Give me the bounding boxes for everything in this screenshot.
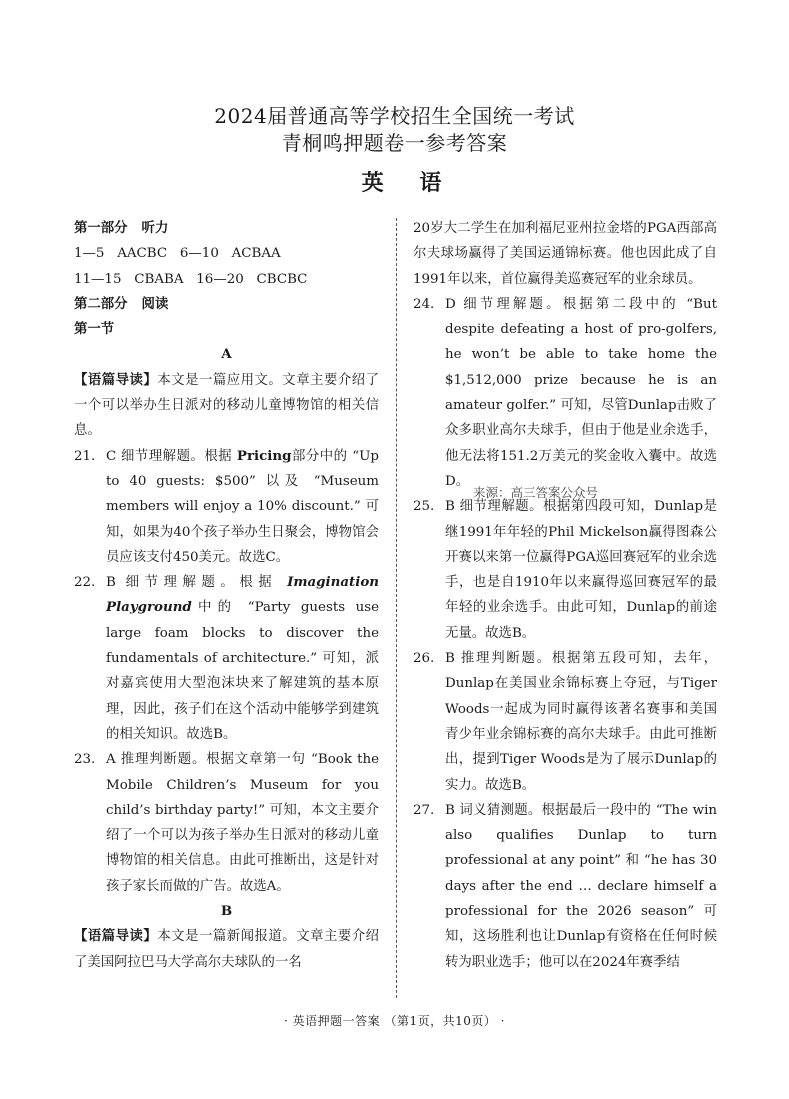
- answer-24: [413, 292, 717, 494]
- section1-heading: 第一节: [74, 321, 115, 338]
- guide-a-label: 【语篇导读】: [74, 371, 158, 388]
- column-divider: [396, 218, 397, 998]
- q22-text-a: B 细节理解题。根据: [106, 575, 278, 591]
- q23-text: A 推理判断题。根据文章第一句 “Book the Mobile Children’s Museum for you child’s birthday party!” 可知，本文主要介绍了一个可以为孩子举办生日派对的移动儿童博物馆的相关信息。由此可推断出，这是针对孩子家长而做的广告。故选A。: [106, 752, 379, 894]
- part1-answers-1: 1—5 AACBC 6—10 ACBAA: [74, 246, 281, 262]
- q24-number: 24.: [413, 296, 435, 312]
- exam-subtitle: 青桐鸣押题卷一参考答案: [281, 131, 508, 155]
- watermark-text: 来源：高三答案公众号: [473, 485, 599, 500]
- answer-21: [74, 444, 379, 570]
- page-footer: · 英语押题一答案 （第1页，共10页） ·: [284, 1014, 505, 1028]
- answer-22: [74, 570, 379, 747]
- exam-title: 2024届普通高等学校招生全国统一考试: [214, 104, 575, 128]
- q21-text-c: 部分中的 “Up to 40 guests: $500” 以及 “Museum members will enjoy a 10% discount.” 可知，如果为40个孩子举办生日聚会，博物馆会员应该支付450美元。故选C。: [106, 448, 379, 565]
- q23-number: 23.: [74, 752, 96, 768]
- part1-heading: 第一部分 听力: [74, 220, 169, 236]
- answer-27: [413, 798, 717, 975]
- q25-number: 25.: [413, 499, 435, 515]
- part1-answers-2: 11—15 CBABA 16—20 CBCBC: [74, 271, 308, 287]
- q22-text-c: 中的 “Party guests use large foam blocks to discover the fundamentals of architecture.” 可知，派对嘉宾使用大型泡沫块来了解建筑的基本原理，因此，孩子们在这个活动中能够学到建筑的相关知识。故选B。: [106, 600, 379, 742]
- answer-26: [413, 646, 717, 798]
- passage-b-label: B: [220, 903, 233, 920]
- guide-a-text: 本文是一篇应用文。文章主要介绍了一个可以举办生日派对的移动儿童博物馆的相关信息。: [74, 372, 380, 439]
- passage-a-label: A: [221, 346, 232, 363]
- q21-number: 21.: [74, 448, 96, 464]
- q27-text: B 词义猜测题。根据最后一段中的 “The win also qualifies Dunlap to turn professional at any point” 和 “he has 30 days after the end … declare himself a professional for the 2026 season” 可知，这场胜利也让Dunlap有资格在任何时候转为职业选手；他可以在2024年赛季结: [445, 802, 717, 970]
- q21-text-a: C 细节理解题。根据: [106, 448, 233, 464]
- q24-text: D 细节理解题。根据第二段中的 “But despite defeating a host of pro-golfers, he won’t be able to take home the $1,512,000 prize because he is an amateur golfer.” 可知，尽管Dunlap击败了众多职业高尔夫球手，但由于他是业余选手，他无法将151.2万美元的奖金收入囊中。故选D。: [445, 296, 717, 489]
- subject-title: 英 语: [361, 170, 456, 196]
- left-column: [74, 216, 379, 975]
- guide-a: [74, 368, 379, 444]
- q25-text: B 细节理解题。根据第四段可知，Dunlap是继1991年年轻的Phil Mickelson赢得图森公开赛以来第一位赢得PGA巡回赛冠军的业余选手，也是自1910年以来赢得巡回赛冠军的最年轻的业余选手。由此可知，Dunlap的前途无量。故选B。: [445, 499, 717, 641]
- q21-bold: Pricing: [236, 447, 292, 464]
- answer-23: [74, 747, 379, 899]
- q22-bold-italic: Imagination Playground: [106, 574, 379, 616]
- guide-b-text: 本文是一篇新闻报道。文章主要介绍了美国阿拉巴马大学高尔夫球队的一名: [74, 929, 380, 970]
- right-column: [413, 216, 717, 975]
- q26-number: 26.: [413, 651, 435, 667]
- q27-number: 27.: [413, 802, 435, 818]
- guide-b-continued: 20岁大二学生在加利福尼亚州拉金塔的PGA西部高尔夫球场赢得了美国运通锦标赛。他也因此成了自1991年以来，首位赢得美巡赛冠军的业余球员。: [413, 221, 717, 287]
- guide-b-label: 【语篇导读】: [74, 928, 158, 945]
- part2-heading: 第二部分 阅读: [74, 295, 169, 312]
- answer-25: [413, 494, 717, 646]
- guide-b: [74, 924, 379, 975]
- q22-number: 22.: [74, 575, 96, 591]
- q26-text: B 推理判断题。根据第五段可知，去年，Dunlap在美国业余锦标赛上夺冠，与Tiger Woods一起成为同时赢得该著名赛事和美国青少年业余锦标赛的高尔夫球手。由此可推断出，提到Tiger Woods是为了展示Dunlap的实力。故选B。: [445, 651, 717, 793]
